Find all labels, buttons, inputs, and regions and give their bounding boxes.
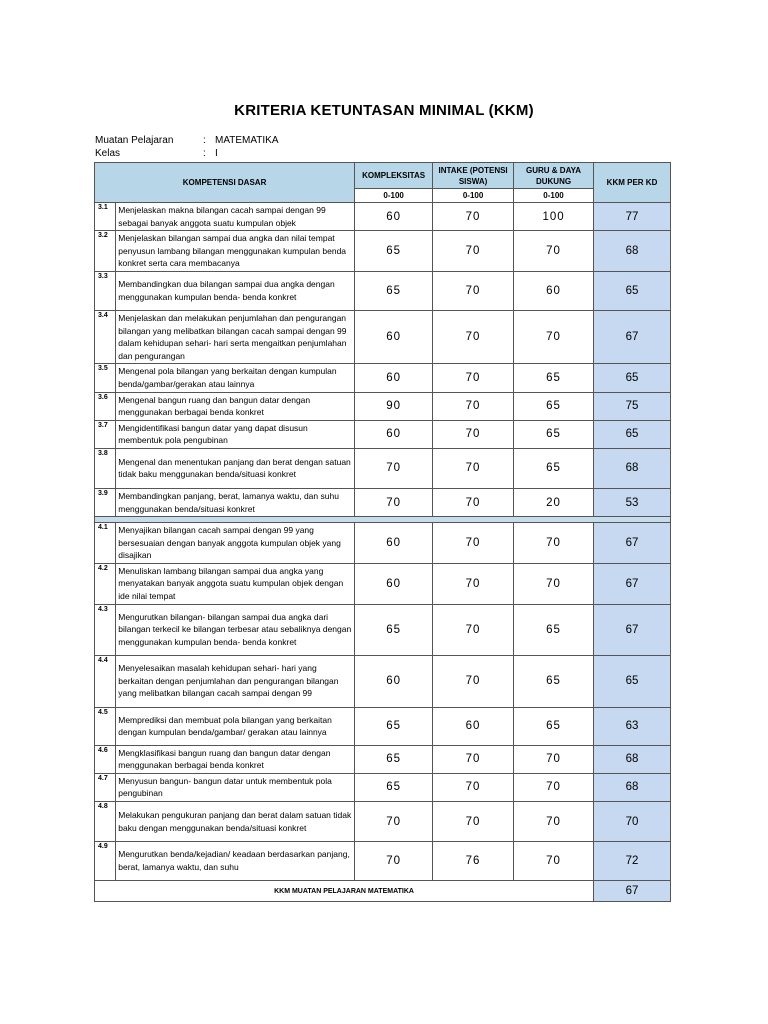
kkm-value: 65: [594, 271, 671, 310]
guru-value: 60: [514, 271, 594, 310]
guru-value: 70: [514, 773, 594, 801]
kkm-value: 68: [594, 773, 671, 801]
kd-description: Mengenal dan menentukan panjang dan berat dengan satuan tidak baku menggunakan benda/situasi konkret: [116, 448, 355, 488]
kompleksitas-value: 65: [355, 707, 433, 745]
kkm-value: 53: [594, 488, 671, 516]
kd-row: [95, 310, 671, 363]
kompleksitas-value: 65: [355, 773, 433, 801]
kd-code: 4.5: [95, 707, 116, 745]
kompleksitas-value: 60: [355, 563, 433, 604]
kkm-value: 77: [594, 203, 671, 231]
kd-row: [95, 488, 671, 516]
kd-code: 4.6: [95, 745, 116, 773]
kd-row: [95, 364, 671, 392]
intake-value: 70: [433, 392, 514, 420]
kd-code: 3.5: [95, 364, 116, 392]
kompleksitas-value: 65: [355, 604, 433, 655]
kkm-value: 67: [594, 604, 671, 655]
kd-row: [95, 802, 671, 842]
guru-value: 70: [514, 745, 594, 773]
kompleksitas-value: 60: [355, 655, 433, 707]
kkm-value: 68: [594, 231, 671, 272]
kd-row: [95, 392, 671, 420]
group1-body: [95, 203, 671, 517]
kd-row: [95, 523, 671, 564]
meta-subject: [95, 135, 279, 146]
intake-value: 70: [433, 563, 514, 604]
footer-kkm-value: 67: [594, 881, 671, 902]
kompleksitas-value: 65: [355, 231, 433, 272]
range-kompleksitas: 0-100: [355, 189, 433, 203]
guru-value: 70: [514, 231, 594, 272]
kkm-value: 65: [594, 655, 671, 707]
kd-row: [95, 655, 671, 707]
kkm-value: 75: [594, 392, 671, 420]
header-kompetensi-dasar: KOMPETENSI DASAR: [95, 163, 355, 203]
intake-value: 70: [433, 604, 514, 655]
kompleksitas-value: 65: [355, 271, 433, 310]
kd-code: 3.4: [95, 310, 116, 363]
intake-value: 70: [433, 231, 514, 272]
kompleksitas-value: 60: [355, 420, 433, 448]
kompleksitas-value: 60: [355, 364, 433, 392]
intake-value: 60: [433, 707, 514, 745]
guru-value: 20: [514, 488, 594, 516]
guru-value: 100: [514, 203, 594, 231]
intake-value: 70: [433, 655, 514, 707]
kd-description: Mengurutkan bilangan- bilangan sampai dua angka dari bilangan terkecil ke bilangan terbesar atau sebaliknya dengan menggunakan kumpulan benda- benda konkret: [116, 604, 355, 655]
kd-description: Mengenal bangun ruang dan bangun datar dengan menggunakan berbagai benda konkret: [116, 392, 355, 420]
kd-code: 4.1: [95, 523, 116, 564]
kd-row: [95, 707, 671, 745]
kd-description: Menjelaskan makna bilangan cacah sampai dengan 99 sebagai banyak anggota suatu kumpulan objek: [116, 203, 355, 231]
kd-row: [95, 773, 671, 801]
kd-code: 3.6: [95, 392, 116, 420]
kd-row: [95, 271, 671, 310]
kd-code: 3.3: [95, 271, 116, 310]
guru-value: 65: [514, 420, 594, 448]
guru-value: 70: [514, 310, 594, 363]
kd-code: 4.2: [95, 563, 116, 604]
kd-code: 3.1: [95, 203, 116, 231]
kd-code: 3.2: [95, 231, 116, 272]
kd-code: 4.8: [95, 802, 116, 842]
meta-class-label: Kelas: [95, 148, 121, 159]
kkm-value: 67: [594, 523, 671, 564]
kkm-value: 67: [594, 310, 671, 363]
meta-class-value: I: [215, 148, 218, 159]
kd-row: [95, 448, 671, 488]
meta-class: [95, 148, 218, 159]
kd-description: Mengklasifikasi bangun ruang dan bangun datar dengan menggunakan berbagai benda konkret: [116, 745, 355, 773]
guru-value: 65: [514, 392, 594, 420]
kd-code: 4.7: [95, 773, 116, 801]
kd-description: Menjelaskan dan melakukan penjumlahan dan pengurangan bilangan yang melibatkan bilangan cacah sampai dengan 99 dalam kehidupan sehari- hari serta mengaitkan penjumlahan dan pengurangan: [116, 310, 355, 363]
document-title: KRITERIA KETUNTASAN MINIMAL (KKM): [234, 102, 534, 119]
kd-description: Melakukan pengukuran panjang dan berat dalam satuan tidak baku dengan menggunakan benda/situasi konkret: [116, 802, 355, 842]
kd-row: [95, 745, 671, 773]
kd-code: 3.9: [95, 488, 116, 516]
kkm-value: 68: [594, 745, 671, 773]
header-kompleksitas: KOMPLEKSITAS: [355, 163, 433, 189]
intake-value: 70: [433, 773, 514, 801]
kkm-value: 65: [594, 364, 671, 392]
kd-code: 3.8: [95, 448, 116, 488]
kd-description: Menuliskan lambang bilangan sampai dua angka yang menyatakan banyak anggota suatu kumpulan objek dengan ide nilai tempat: [116, 563, 355, 604]
kompleksitas-value: 65: [355, 745, 433, 773]
guru-value: 70: [514, 523, 594, 564]
footer-label: KKM MUATAN PELAJARAN MATEMATIKA: [95, 881, 594, 902]
kompleksitas-value: 70: [355, 448, 433, 488]
kd-row: [95, 231, 671, 272]
kkm-value: 68: [594, 448, 671, 488]
intake-value: 70: [433, 523, 514, 564]
kd-row: [95, 420, 671, 448]
guru-value: 65: [514, 364, 594, 392]
kd-description: Menyelesaikan masalah kehidupan sehari- hari yang berkaitan dengan penjumlahan dan pengurangan bilangan yang melibatkan bilangan cacah sampai dengan 99: [116, 655, 355, 707]
kkm-value: 63: [594, 707, 671, 745]
kkm-value: 70: [594, 802, 671, 842]
kompleksitas-value: 60: [355, 523, 433, 564]
intake-value: 70: [433, 745, 514, 773]
kd-description: Menyusun bangun- bangun datar untuk membentuk pola pengubinan: [116, 773, 355, 801]
intake-value: 70: [433, 271, 514, 310]
kd-description: Memprediksi dan membuat pola bilangan yang berkaitan dengan kumpulan benda/gambar/ gerakan atau lainnya: [116, 707, 355, 745]
kd-description: Membandingkan dua bilangan sampai dua angka dengan menggunakan kumpulan benda- benda konkret: [116, 271, 355, 310]
kd-code: 4.9: [95, 842, 116, 881]
footer-row: [95, 881, 671, 902]
kompleksitas-value: 70: [355, 488, 433, 516]
guru-value: 70: [514, 802, 594, 842]
intake-value: 70: [433, 364, 514, 392]
header-kkm-per-kd: KKM PER KD: [594, 163, 671, 203]
kkm-value: 72: [594, 842, 671, 881]
guru-value: 70: [514, 563, 594, 604]
kd-row: [95, 563, 671, 604]
range-intake: 0-100: [433, 189, 514, 203]
kompleksitas-value: 70: [355, 842, 433, 881]
intake-value: 70: [433, 203, 514, 231]
intake-value: 70: [433, 802, 514, 842]
guru-value: 65: [514, 448, 594, 488]
kd-code: 4.4: [95, 655, 116, 707]
intake-value: 70: [433, 420, 514, 448]
header-intake: INTAKE (POTENSI SISWA): [433, 163, 514, 189]
kd-description: Menyajikan bilangan cacah sampai dengan 99 yang bersesuaian dengan banyak anggota kumpulan objek yang disajikan: [116, 523, 355, 564]
kd-description: Mengidentifikasi bangun datar yang dapat disusun membentuk pola pengubinan: [116, 420, 355, 448]
kd-row: [95, 203, 671, 231]
guru-value: 65: [514, 707, 594, 745]
kd-code: 4.3: [95, 604, 116, 655]
kd-description: Mengenal pola bilangan yang berkaitan dengan kumpulan benda/gambar/gerakan atau lainnya: [116, 364, 355, 392]
intake-value: 70: [433, 488, 514, 516]
range-guru: 0-100: [514, 189, 594, 203]
kd-code: 3.7: [95, 420, 116, 448]
intake-value: 70: [433, 310, 514, 363]
kompleksitas-value: 60: [355, 310, 433, 363]
kd-row: [95, 842, 671, 881]
kompleksitas-value: 70: [355, 802, 433, 842]
intake-value: 70: [433, 448, 514, 488]
guru-value: 65: [514, 655, 594, 707]
meta-class-sep: :: [203, 148, 206, 159]
guru-value: 65: [514, 604, 594, 655]
kd-description: Mengurutkan benda/kejadian/ keadaan berdasarkan panjang, berat, lamanya waktu, dan suhu: [116, 842, 355, 881]
kd-description: Membandingkan panjang, berat, lamanya waktu, dan suhu menggunakan benda/situasi konkret: [116, 488, 355, 516]
header-guru-daya-dukung: GURU & DAYA DUKUNG: [514, 163, 594, 189]
kd-row: [95, 604, 671, 655]
meta-subject-label: Muatan Pelajaran: [95, 135, 174, 146]
meta-subject-value: MATEMATIKA: [215, 135, 279, 146]
kkm-table: [94, 162, 671, 902]
group2-body: [95, 523, 671, 881]
meta-subject-sep: :: [203, 135, 206, 146]
intake-value: 76: [433, 842, 514, 881]
kompleksitas-value: 60: [355, 203, 433, 231]
kkm-value: 67: [594, 563, 671, 604]
kkm-value: 65: [594, 420, 671, 448]
kompleksitas-value: 90: [355, 392, 433, 420]
kd-description: Menjelaskan bilangan sampai dua angka dan nilai tempat penyusun lambang bilangan menggunakan kumpulan benda konkret serta cara membacanya: [116, 231, 355, 272]
guru-value: 70: [514, 842, 594, 881]
